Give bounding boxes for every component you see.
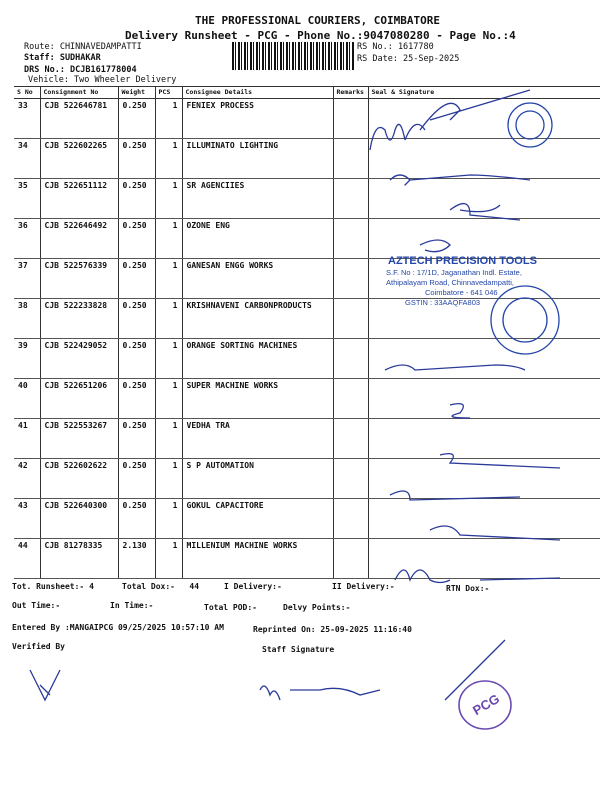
cell-pcs: 1 [155, 459, 182, 499]
cell-consignee: VEDHA TRA [182, 419, 333, 459]
cell-consignment-no: CJB 522602622 [40, 459, 118, 499]
pcg-seal: PCG [470, 690, 503, 719]
cell-consignee: OZONE ENG [182, 219, 333, 259]
cell-sno: 39 [14, 339, 40, 379]
cell-weight: 2.130 [118, 539, 155, 579]
cell-pcs: 1 [155, 499, 182, 539]
col-signature: Seal & Signature [368, 87, 600, 99]
cell-consignee: MILLENIUM MACHINE WORKS [182, 539, 333, 579]
cell-pcs: 1 [155, 539, 182, 579]
cell-sno: 38 [14, 299, 40, 339]
cell-consignment-no: CJB 522429052 [40, 339, 118, 379]
cell-pcs: 1 [155, 419, 182, 459]
cell-consignment-no: CJB 522646492 [40, 219, 118, 259]
stamp-line-4: GSTIN : 33AAQFA803 [405, 298, 481, 307]
cell-sno: 44 [14, 539, 40, 579]
company-title: THE PROFESSIONAL COURIERS, COIMBATORE [195, 14, 441, 27]
cell-weight: 0.250 [118, 139, 155, 179]
staff-signature: Staff Signature [262, 645, 335, 654]
col-remarks: Remarks [333, 87, 368, 99]
rs-date: RS Date: 25-Sep-2025 [357, 54, 460, 64]
cell-consignment-no: CJB 522640300 [40, 499, 118, 539]
cell-weight: 0.250 [118, 299, 155, 339]
cell-consignment-no: CJB 522576339 [40, 259, 118, 299]
cell-weight: 0.250 [118, 259, 155, 299]
col-sno: S No [14, 87, 40, 99]
col-consignment: Consignment No [40, 87, 118, 99]
cell-sno: 36 [14, 219, 40, 259]
cell-sno: 43 [14, 499, 40, 539]
cell-consignee: FENIEX PROCESS [182, 99, 333, 139]
route: Route: CHINNAVEDAMPATTI [24, 42, 142, 52]
stamp-line-3: Coimbatore - 641 046 [425, 288, 498, 297]
i-delivery: I Delivery:- [224, 582, 282, 591]
stamp-line-2: Athipalayam Road, Chinnavedampatti, [386, 278, 514, 287]
cell-pcs: 1 [155, 379, 182, 419]
cell-sno: 34 [14, 139, 40, 179]
cell-sno: 37 [14, 259, 40, 299]
cell-pcs: 1 [155, 299, 182, 339]
verified-by: Verified By [12, 642, 65, 651]
company-stamp-name: AZTECH PRECISION TOOLS [388, 255, 537, 267]
cell-weight: 0.250 [118, 499, 155, 539]
cell-sno: 42 [14, 459, 40, 499]
cell-sno: 33 [14, 99, 40, 139]
cell-pcs: 1 [155, 259, 182, 299]
cell-sno: 41 [14, 419, 40, 459]
cell-weight: 0.250 [118, 179, 155, 219]
cell-weight: 0.250 [118, 219, 155, 259]
cell-consignee: GANESAN ENGG WORKS [182, 259, 333, 299]
cell-consignee: SUPER MACHINE WORKS [182, 379, 333, 419]
cell-pcs: 1 [155, 219, 182, 259]
cell-weight: 0.250 [118, 379, 155, 419]
cell-pcs: 1 [155, 179, 182, 219]
cell-sno: 35 [14, 179, 40, 219]
cell-consignee: ORANGE SORTING MACHINES [182, 339, 333, 379]
cell-consignment-no: CJB 81278335 [40, 539, 118, 579]
cell-pcs: 1 [155, 99, 182, 139]
col-pcs: PCS [155, 87, 182, 99]
cell-consignee: S P AUTOMATION [182, 459, 333, 499]
cell-weight: 0.250 [118, 459, 155, 499]
reprinted-on: Reprinted On: 25-09-2025 11:16:40 [253, 625, 412, 634]
entered-by: Entered By :MANGAIPCG 09/25/2025 10:57:10 AM [12, 623, 224, 632]
col-consignee: Consignee Details [182, 87, 333, 99]
cell-weight: 0.250 [118, 419, 155, 459]
cell-consignment-no: CJB 522602265 [40, 139, 118, 179]
vehicle: Vehicle: Two Wheeler Delivery [28, 75, 177, 85]
in-time: In Time:- [110, 601, 154, 610]
staff: Staff: SUDHAKAR [24, 53, 101, 63]
drs-no: DRS No.: DCJB161778004 [24, 65, 137, 75]
cell-consignment-no: CJB 522553267 [40, 419, 118, 459]
out-time: Out Time:- [12, 601, 61, 610]
runsheet-subtitle: Delivery Runsheet - PCG - Phone No.:9047080280 - Page No.:4 [125, 29, 516, 42]
cell-pcs: 1 [155, 339, 182, 379]
cell-consignee: GOKUL CAPACITORE [182, 499, 333, 539]
cell-consignee: KRISHNAVENI CARBONPRODUCTS [182, 299, 333, 339]
cell-pcs: 1 [155, 139, 182, 179]
stamp-line-1: S.F. No : 17/1D, Jaganathan Indl. Estate, [386, 268, 522, 277]
total-dox: Total Dox:- 44 [122, 582, 200, 591]
cell-consignment-no: CJB 522233828 [40, 299, 118, 339]
total-pod: Total POD:- [204, 603, 257, 612]
cell-sno: 40 [14, 379, 40, 419]
delivery-points: Delvy Points:- [283, 603, 351, 612]
cell-consignment-no: CJB 522646781 [40, 99, 118, 139]
cell-weight: 0.250 [118, 99, 155, 139]
col-weight: Weight [118, 87, 155, 99]
cell-consignee: SR AGENCIIES [182, 179, 333, 219]
cell-consignment-no: CJB 522651206 [40, 379, 118, 419]
tot-runsheet: Tot. Runsheet:- 4 [12, 582, 94, 591]
rtn-dox: RTN Dox:- [446, 584, 490, 593]
cell-consignment-no: CJB 522651112 [40, 179, 118, 219]
rs-no: RS No.: 1617780 [357, 42, 434, 52]
cell-consignee: ILLUMINATO LIGHTING [182, 139, 333, 179]
cell-weight: 0.250 [118, 339, 155, 379]
ii-delivery: II Delivery:- [332, 582, 395, 591]
